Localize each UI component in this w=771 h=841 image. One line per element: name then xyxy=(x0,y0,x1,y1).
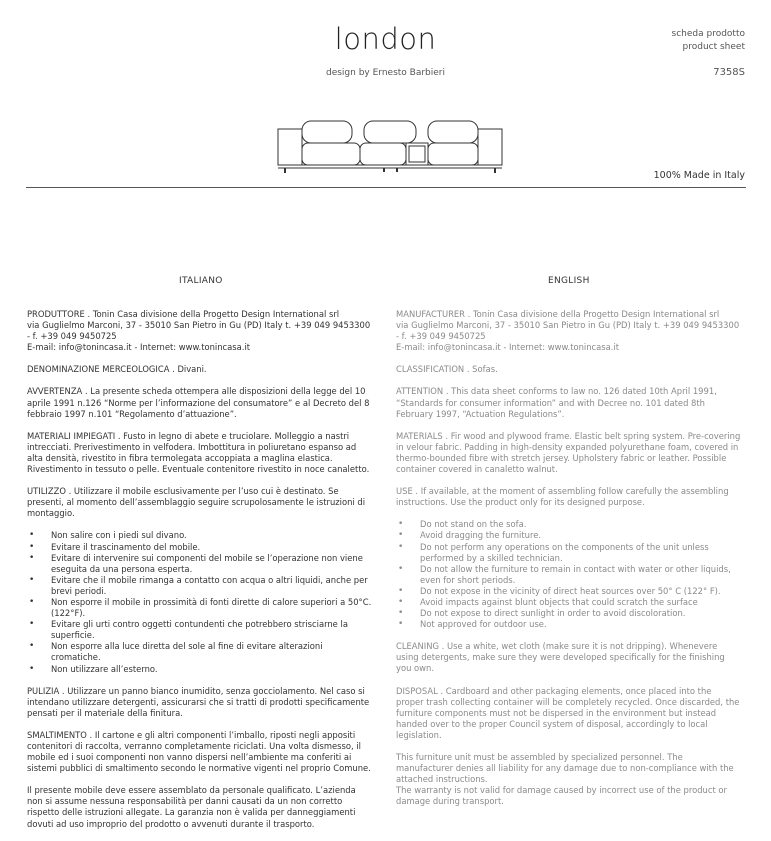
avvertenza-section: AVVERTENZA . La presente scheda ottempera alle disposizioni della legge del 10 aprile 1991 n.126 “Norme per l’informazione del consumatore” e al Decreto del 8 febbraio 1997 n.101 “Regolamento d’attuazione”. xyxy=(27,386,370,419)
list-item: • Non esporre il mobile in prossimità di fonti dirette di calore superiori a 50°C. (122°F). xyxy=(27,597,372,619)
warranty-section: This furniture unit must be assembled by specialized personnel. The manufacturer denies all liability for any damage due to non-compliance with the attached instructions. The warranty is not valid for damage caused by incorrect use of the product or damage during transport. xyxy=(396,752,734,807)
made-in-italy: 100% Made in Italy xyxy=(653,170,745,181)
list-item: • Do not expose to direct sunlight in order to avoid discoloration. xyxy=(396,608,741,619)
list-item: • Non esporre alla luce diretta del sole al fine di evitare alterazioni cromatiche. xyxy=(27,641,372,663)
sheet-label-en: product sheet xyxy=(682,42,745,52)
designer-credit: design by Ernesto Barbieri xyxy=(325,68,445,78)
list-item: • Non utilizzare all’esterno. xyxy=(27,664,372,675)
list-item: • Evitare gli urti contro oggetti contundenti che potrebbero strisciarne la superficie. xyxy=(27,619,372,641)
list-item: • Do not perform any operations on the components of the unit unless performed by a skilled technician. xyxy=(396,542,741,564)
column-italiano xyxy=(27,309,372,841)
attention-section: ATTENTION . This data sheet conforms to law no. 126 dated 10th April 1991, “Standards for consumer information” and with Decree no. 101 dated 8th February 1997, “Actuation Regulations”. xyxy=(396,386,717,419)
list-item: • Evitare di intervenire sui componenti del mobile se l’operazione non viene eseguita da una persona esperta. xyxy=(27,553,372,575)
garanzia-section: Il presente mobile deve essere assemblato da personale qualificato. L’azienda non si assume nessuna responsabilità per danni causati da un non corretto rispetto delle istruzioni allegate. La garanzia non è valida per danneggiamenti dovuti ad uso improprio del prodotto o avvenuti durante il trasporto. xyxy=(27,785,356,829)
header-divider xyxy=(26,187,746,188)
manufacturer-section: MANUFACTURER . Tonin Casa divisione della Progetto Design International srl via Guglielmo Marconi, 37 - 35010 San Pietro in Gu (PD) Italy t. +39 049 9453300 - f. +39 049 9450725 E-mail: info@tonincasa.it - Internet: www.tonincasa.it xyxy=(396,309,740,353)
list-item: • Evitare che il mobile rimanga a contatto con acqua o altri liquidi, anche per brevi periodi. xyxy=(27,575,372,597)
heading-english: ENGLISH xyxy=(548,276,590,286)
warnings-list-en xyxy=(396,519,741,630)
cleaning-section: CLEANING . Use a white, wet cloth (make sure it is not dripping). Whenevere using detergents, make sure they were developed specifically for the finishing you own. xyxy=(396,641,725,674)
warnings-list-it xyxy=(27,530,372,674)
classification-section: CLASSIFICATION . Sofas. xyxy=(396,364,498,375)
disposal-section: DISPOSAL . Cardboard and other packaging elements, once placed into the proper trash collecting container will be completely recycled. Once discarded, the furniture components must not be dispersed in the environment but instead handed over to the proper Council system of disposal, accordingly to local legislation. xyxy=(396,685,740,740)
sofa-drawing xyxy=(275,118,505,178)
list-item: • Avoid impacts against blunt objects that could scratch the surface xyxy=(396,597,741,608)
list-item: • Non salire con i piedi sul divano. xyxy=(27,530,372,541)
list-item: • Do not expose in the vicinity of direct heat sources over 50° C (122° F). xyxy=(396,586,741,597)
materials-section: MATERIALS . Fir wood and plywood frame. Elastic belt spring system. Pre-covering in velour fabric. Padding in high-density expanded polyurethane foam, covered in thermo-bounded fibre with stretch jersey. Upholstery fabric or leather. Possible container covered in canaletto walnut. xyxy=(396,430,741,475)
heading-italiano: ITALIANO xyxy=(179,276,223,286)
pulizia-section: PULIZIA . Utilizzare un panno bianco inumidito, senza gocciolamento. Nel caso si intendano utilizzare detergenti, assicurarsi che si tratti di prodotti specificamente pensati per il materiale della finitura. xyxy=(27,685,370,718)
utilizzo-section: UTILIZZO . Utilizzare il mobile esclusivamente per l’uso cui è destinato. Se presenti, al momento dell’assemblaggio seguire scrupolosamente le istruzioni di montaggio. xyxy=(27,486,366,519)
denominazione-section: DENOMINAZIONE MERCEOLOGICA . Divani. xyxy=(27,364,207,375)
list-item: • Do not allow the furniture to remain in contact with water or other liquids, even for short periods. xyxy=(396,564,741,586)
product-title: london xyxy=(334,22,437,56)
list-item: • Avoid dragging the furniture. xyxy=(396,530,741,541)
list-item: • Not approved for outdoor use. xyxy=(396,619,741,630)
smaltimento-section: SMALTIMENTO . Il cartone e gli altri componenti l’imballo, riposti negli appositi contenitori di raccolta, verranno completamente riciclati. Una volta dismesso, il mobile ed i suoi componenti non vanno dispersi nell’ambiente ma conferiti ai sistemi pubblici di smaltimento secondo le normative vigenti nel proprio Comune. xyxy=(27,729,371,774)
product-code: 7358S xyxy=(713,67,745,78)
use-section: USE . If available, at the moment of assembling follow carefully the assembling instructions. Use the product only for its designed purpose. xyxy=(396,486,729,508)
column-english xyxy=(396,309,741,818)
list-item: • Do not stand on the sofa. xyxy=(396,519,741,530)
materiali-section: MATERIALI IMPIEGATI . Fusto in legno di abete e truciolare. Molleggio a nastri intrecciati. Prerivestimento in velfodera. Imbottitura in poliuretano espanso ad alta densità, rivestito in fibra termolegata accoppiata a maglina elastica. Rivestimento in tessuto o pelle. Eventuale contenitore rivestito in noce canaletto. xyxy=(27,430,370,475)
produttore-section: PRODUTTORE . Tonin Casa divisione della Progetto Design International srl via Guglielmo Marconi, 37 - 35010 San Pietro in Gu (PD) Italy t. +39 049 9453300 - f. +39 049 9450725 E-mail: info@tonincasa.it - Internet: www.tonincasa.it xyxy=(27,309,371,353)
sheet-label-it: scheda prodotto xyxy=(671,29,745,39)
list-item: • Evitare il trascinamento del mobile. xyxy=(27,542,372,553)
